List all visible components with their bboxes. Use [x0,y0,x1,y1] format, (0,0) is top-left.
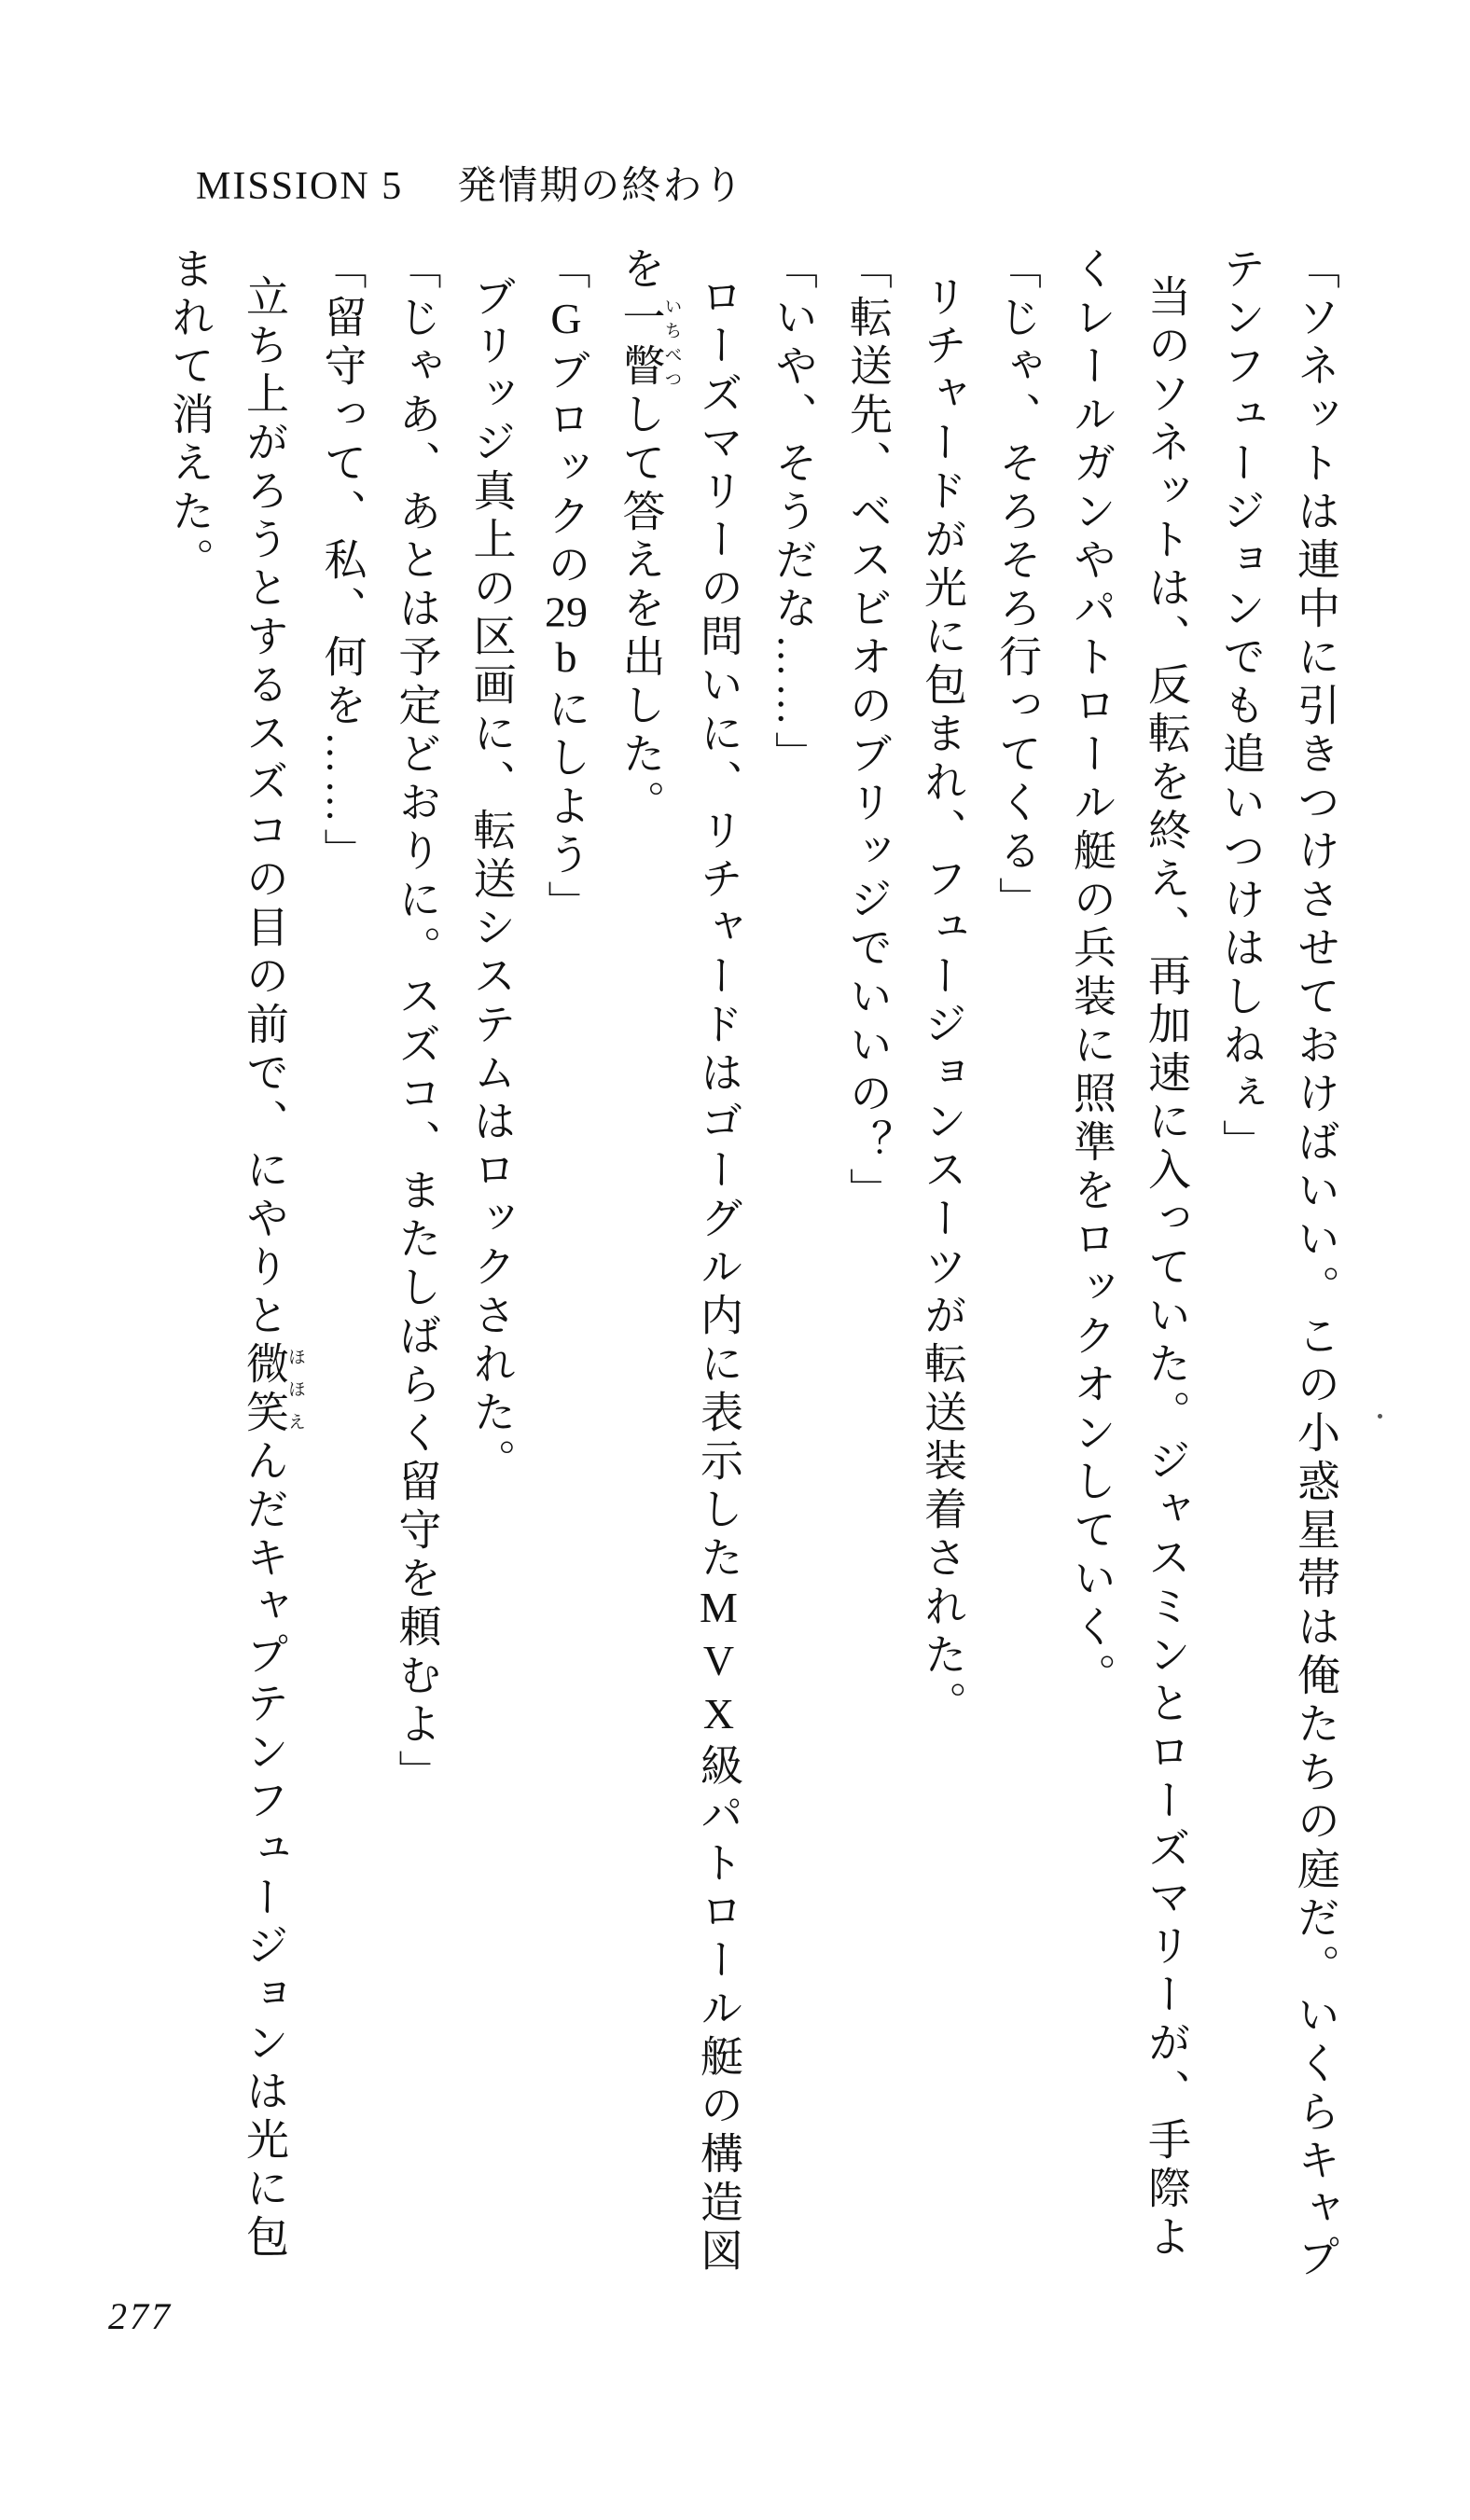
text-column [380,246,454,2335]
text-segment: 29 [545,590,588,633]
ruby-annotated-word: 微笑ほほえ [241,1341,305,1438]
body-text [152,246,1352,2335]
text-column [1054,246,1129,2335]
text-column [1129,246,1203,2335]
text-segment: 立ち上がろうとするスズコの目の前で、にやりと [241,274,288,1341]
text-column [979,246,1054,2335]
text-column [1203,246,1278,2335]
text-column [905,246,979,2335]
text-segment: 級パトロール艇の構造図 [695,1743,742,2277]
text-segment: くレールガンやパトロール艇の兵装に照準をロックオンしていく。 [1068,246,1116,1701]
text-column [830,246,905,2335]
text-column [681,246,756,2335]
text-segment: を [617,246,665,295]
text-column [603,246,682,2335]
text-segment: 「じゃあ、あとは予定どおりに。スズコ、またしばらく留守を頼むよ」 [393,246,441,1798]
text-segment: G [542,295,590,348]
text-segment: んだキャプテンフュージョンは光に包 [241,1438,288,2263]
text-column [756,246,830,2335]
scan-speck [1378,1414,1382,1419]
text-segment: 「ソネットは連中に引きつけさせておけばいい。この小惑星帯は俺たちの庭だ。いくらキャプ [1292,246,1339,2283]
text-segment: 「じゃ、そろそろ行ってくる」 [993,246,1041,925]
text-segment: b [542,633,590,686]
text-segment: 当のソネットは、反転を終え、再加速に入っていた。ジャスミンとローズマリーが、手際よ [1143,274,1190,2263]
text-segment: まれて消えた。 [166,246,214,586]
text-segment: 「転送先、ベスビオのブリッジでいいの？」 [844,246,892,1216]
text-column [227,246,305,2335]
chapter-title: 発情期の終わり [457,165,745,208]
text-column [1278,246,1352,2335]
text-segment: 「留守って、私、何を……」 [318,246,367,877]
text-column [305,246,380,2335]
text-segment: して答えを出した。 [617,392,665,828]
mission-label: MISSION 5 [196,165,404,208]
text-segment: 「 [542,246,590,295]
text-segment: にしよう」 [542,686,590,929]
text-segment: ブリッジ真上の区画に、転送システムはロックされた。 [467,274,516,1487]
page-header [196,155,744,211]
text-segment: ブロックの [542,348,590,590]
page-number: 277 [108,2295,173,2337]
text-segment: MVX [695,1584,742,1743]
text-column [152,246,227,2335]
text-segment: 「いや、そうだな……」 [770,246,817,780]
text-segment: ローズマリーの問いに、リチャードはゴーグル内に表示した [695,274,742,1584]
text-segment: テンフュージョンでも追いつけはしねぇ」 [1217,246,1265,1168]
text-segment: リチャードが光に包まれ、フュージョンスーツが転送装着された。 [919,274,966,1729]
text-column [529,246,603,2335]
ruby-annotated-word: 一瞥いちべつ [617,295,682,392]
text-column [454,246,529,2335]
